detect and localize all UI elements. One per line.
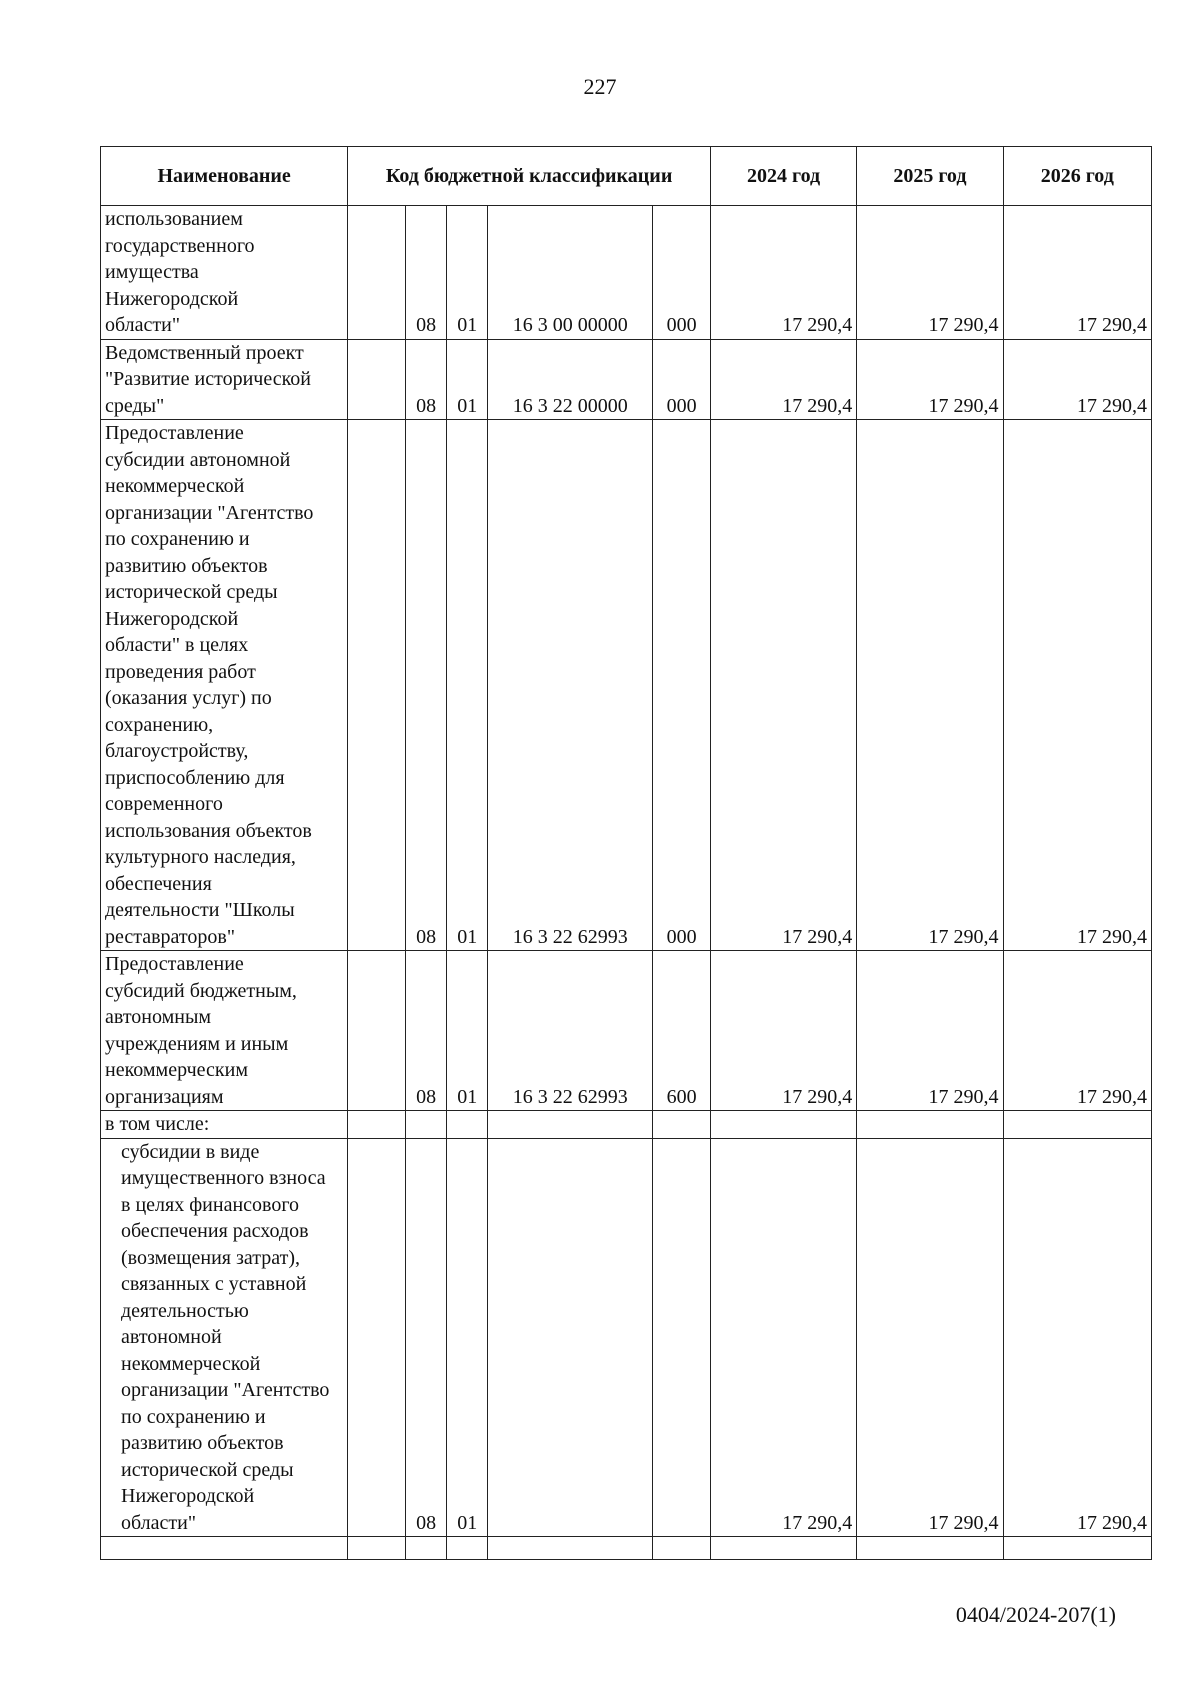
row-name-line: обеспечения <box>105 872 212 895</box>
code-section: 08 <box>405 420 446 951</box>
code-subsection: 01 <box>447 951 488 1111</box>
row-name-line: некоммерческой <box>121 1352 261 1375</box>
row-name-line: благоустройству, <box>105 740 249 762</box>
row-name-line: в целях финансового <box>121 1193 300 1216</box>
code-expense-type: 600 <box>653 951 711 1111</box>
row-name-line: организации "Агентство <box>121 1379 330 1401</box>
empty-cell <box>101 1537 348 1560</box>
row-name-line: деятельности "Школы <box>105 899 295 921</box>
empty-cell <box>405 1537 446 1560</box>
code-target: 16 3 22 62993 <box>488 951 653 1111</box>
row-name-line: использованием <box>105 208 243 230</box>
header-2026: 2026 год <box>1003 147 1151 206</box>
code-target: 16 3 22 62993 <box>488 420 653 951</box>
row-name-line: связанных с уставной <box>121 1273 307 1295</box>
value-2025: 17 290,4 <box>857 951 1003 1111</box>
row-name-line: приспособлению для <box>105 766 285 789</box>
row-name-line: государственного <box>105 234 255 257</box>
row-name-line: автономной <box>121 1326 222 1348</box>
table-row <box>101 206 1152 340</box>
row-name-line: некоммерческой <box>105 475 245 497</box>
row-blank-cell <box>348 339 406 420</box>
row-blank-cell <box>348 206 406 340</box>
row-name-line: области" <box>121 1511 197 1534</box>
row-name-line: Предоставление <box>105 953 244 975</box>
row-name-line: (возмещения затрат), <box>121 1246 301 1269</box>
value-2026: 17 290,4 <box>1003 420 1151 951</box>
code-target <box>488 1111 653 1139</box>
code-expense-type <box>653 1111 711 1139</box>
row-name-line: исторической среды <box>105 581 278 603</box>
code-expense-type <box>653 1138 711 1537</box>
code-target: 16 3 00 00000 <box>488 206 653 340</box>
row-name-line: имущественного взноса <box>121 1167 326 1189</box>
row-name-line: использования объектов <box>105 819 312 842</box>
value-2024: 17 290,4 <box>710 1138 856 1537</box>
row-name-line: некоммерческим <box>105 1059 248 1081</box>
code-section: 08 <box>405 339 446 420</box>
row-name-line: деятельностью <box>121 1299 249 1322</box>
row-name-line: по сохранению и <box>105 528 250 550</box>
row-name <box>101 1111 348 1139</box>
row-name-line: организациям <box>105 1085 224 1108</box>
row-name-line: субсидии в виде <box>121 1140 260 1163</box>
row-name-line: реставраторов" <box>105 925 235 948</box>
code-expense-type: 000 <box>653 206 711 340</box>
row-name-line: области" в целях <box>105 634 249 656</box>
value-2025: 17 290,4 <box>857 206 1003 340</box>
code-section <box>405 1111 446 1139</box>
empty-cell <box>857 1537 1003 1560</box>
row-name-line: субсидий бюджетным, <box>105 979 297 1002</box>
value-2025: 17 290,4 <box>857 339 1003 420</box>
empty-cell <box>348 1537 406 1560</box>
budget-table-wrapper <box>100 146 1152 1560</box>
value-2026: 17 290,4 <box>1003 206 1151 340</box>
row-name-line: обеспечения расходов <box>121 1220 309 1242</box>
value-2026: 17 290,4 <box>1003 1138 1151 1537</box>
row-blank-cell <box>348 1138 406 1537</box>
value-2024 <box>710 1111 856 1139</box>
row-name-line: организации "Агентство <box>105 501 314 524</box>
header-name: Наименование <box>101 147 348 206</box>
code-section: 08 <box>405 1138 446 1537</box>
value-2026: 17 290,4 <box>1003 339 1151 420</box>
table-row <box>101 339 1152 420</box>
document-code: 0404/2024-207(1) <box>955 1602 1116 1627</box>
row-blank-cell <box>348 951 406 1111</box>
code-subsection: 01 <box>447 206 488 340</box>
row-name-line: субсидии автономной <box>105 448 291 471</box>
table-empty-row <box>101 1537 1152 1560</box>
value-2026 <box>1003 1111 1151 1139</box>
empty-cell <box>1003 1537 1151 1560</box>
empty-cell <box>447 1537 488 1560</box>
row-name-line: Нижегородской <box>105 607 239 630</box>
row-name-line: "Развитие исторической <box>105 368 312 390</box>
row-name-line: Нижегородской <box>121 1485 255 1507</box>
table-body <box>101 206 1152 1560</box>
code-expense-type: 000 <box>653 339 711 420</box>
code-subsection <box>447 1111 488 1139</box>
row-blank-cell <box>348 1111 406 1139</box>
table-row <box>101 1138 1152 1537</box>
row-name-line: (оказания услуг) по <box>105 687 272 709</box>
table-row <box>101 951 1152 1111</box>
header-2024: 2024 год <box>710 147 856 206</box>
value-2024: 17 290,4 <box>710 339 856 420</box>
row-name-line: развитию объектов <box>121 1432 284 1454</box>
code-subsection: 01 <box>447 339 488 420</box>
code-expense-type: 000 <box>653 420 711 951</box>
row-name-line: развитию объектов <box>105 554 268 577</box>
table-header-row <box>101 147 1152 206</box>
row-blank-cell <box>348 420 406 951</box>
empty-cell <box>653 1537 711 1560</box>
value-2024: 17 290,4 <box>710 420 856 951</box>
code-target: 16 3 22 00000 <box>488 339 653 420</box>
value-2026: 17 290,4 <box>1003 951 1151 1111</box>
empty-cell <box>488 1537 653 1560</box>
row-name-line: Нижегородской <box>105 287 239 310</box>
code-section: 08 <box>405 951 446 1111</box>
row-name <box>101 951 348 1111</box>
row-name-line: культурного наследия, <box>105 846 296 868</box>
table-row <box>101 1111 1152 1139</box>
row-name <box>101 420 348 951</box>
row-name <box>101 1138 348 1537</box>
row-name-line: области" <box>105 314 181 336</box>
row-name-line: по сохранению и <box>121 1405 266 1428</box>
header-2025: 2025 год <box>857 147 1003 206</box>
budget-table <box>100 146 1152 1560</box>
row-name-line: Предоставление <box>105 422 244 444</box>
code-target <box>488 1138 653 1537</box>
row-name-line: Ведомственный проект <box>105 341 304 364</box>
row-name-line: имущества <box>105 261 199 283</box>
row-name <box>101 339 348 420</box>
code-subsection: 01 <box>447 420 488 951</box>
header-code: Код бюджетной классификации <box>348 147 711 206</box>
row-name-line: среды" <box>105 394 165 417</box>
row-name-line: в том числе: <box>105 1113 210 1135</box>
row-name-line: проведения работ <box>105 660 256 683</box>
row-name-line: сохранению, <box>105 713 214 736</box>
row-name <box>101 206 348 340</box>
table-row <box>101 420 1152 951</box>
value-2025: 17 290,4 <box>857 1138 1003 1537</box>
row-name-line: автономным <box>105 1006 212 1028</box>
row-name-line: исторической среды <box>121 1458 294 1481</box>
value-2025 <box>857 1111 1003 1139</box>
code-section: 08 <box>405 206 446 340</box>
empty-cell <box>710 1537 856 1560</box>
value-2024: 17 290,4 <box>710 951 856 1111</box>
code-subsection: 01 <box>447 1138 488 1537</box>
value-2025: 17 290,4 <box>857 420 1003 951</box>
value-2024: 17 290,4 <box>710 206 856 340</box>
row-name-line: современного <box>105 793 223 815</box>
page-number: 227 <box>583 74 617 99</box>
row-name-line: учреждениям и иным <box>105 1032 289 1055</box>
